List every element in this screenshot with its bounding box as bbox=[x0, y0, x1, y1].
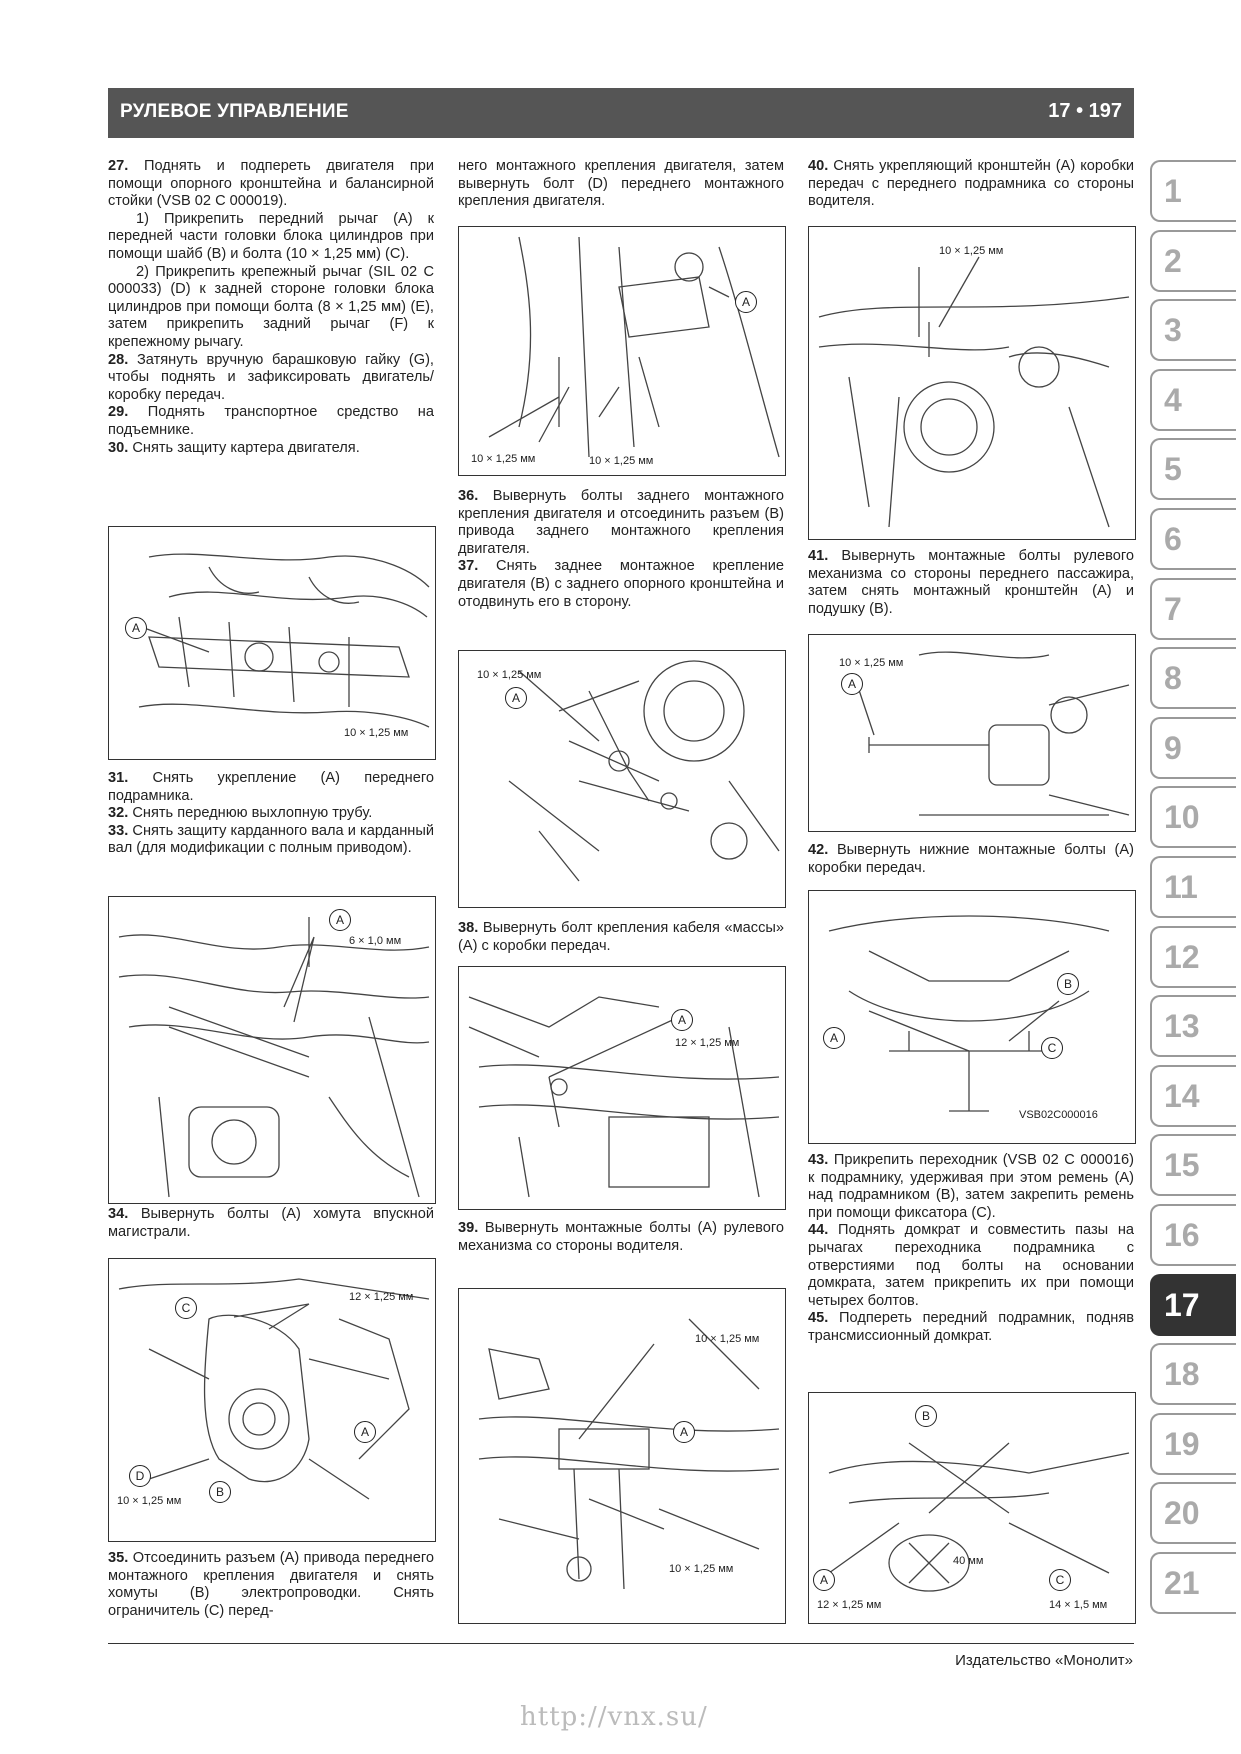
callout-a: A bbox=[329, 909, 351, 931]
front-engine-mount-illustration bbox=[459, 227, 785, 475]
chapter-tab-2[interactable]: 2 bbox=[1150, 230, 1236, 292]
transmission-brace-illustration bbox=[809, 227, 1135, 539]
figure-step-40 bbox=[808, 226, 1136, 540]
column-1 bbox=[108, 158, 434, 457]
step-32: 32. Снять переднюю выхлопную трубу. bbox=[108, 805, 373, 822]
step-34: 34. Вывернуть болты (A) хомута впускной магистрали. bbox=[108, 1206, 434, 1240]
chapter-tab-20[interactable]: 20 bbox=[1150, 1482, 1236, 1544]
step-40: 40. Снять укрепляющий кронштейн (A) коробки передач с переднего подрамника со стороны водителя. bbox=[808, 158, 1134, 210]
figure-step-33 bbox=[108, 896, 436, 1204]
step-39: 39. Вывернуть монтажные болты (A) рулевого механизма со стороны водителя. bbox=[458, 1220, 784, 1254]
chapter-tab-9[interactable]: 9 bbox=[1150, 717, 1236, 779]
figure-step-39 bbox=[458, 1288, 786, 1624]
chapter-tab-5[interactable]: 5 bbox=[1150, 438, 1236, 500]
dimension-label: 12 × 1,25 мм bbox=[675, 1037, 740, 1049]
step-36: 36. Вывернуть болты заднего монтажного крепления двигателя и отсоединить разъем (B) привода заднего монтажного крепления двигателя. bbox=[458, 488, 784, 557]
column-3 bbox=[808, 158, 1134, 211]
dimension-label: 10 × 1,25 мм bbox=[589, 455, 654, 467]
figure-code: VSB02C000016 bbox=[1019, 1109, 1098, 1121]
footer-divider bbox=[108, 1643, 1134, 1644]
callout-a: A bbox=[673, 1421, 695, 1443]
column-3d bbox=[808, 1152, 1134, 1346]
dimension-label: 12 × 1,25 мм bbox=[349, 1291, 414, 1303]
callout-b: B bbox=[209, 1481, 231, 1503]
dimension-label: 12 × 1,25 мм bbox=[817, 1599, 882, 1611]
dimension-label: 10 × 1,25 мм bbox=[344, 727, 409, 739]
chapter-tab-3[interactable]: 3 bbox=[1150, 299, 1236, 361]
chapter-tab-1[interactable]: 1 bbox=[1150, 160, 1236, 222]
callout-c: C bbox=[1041, 1037, 1063, 1059]
chapter-tab-18[interactable]: 18 bbox=[1150, 1343, 1236, 1405]
figure-step-38 bbox=[458, 966, 786, 1210]
chapter-tab-12[interactable]: 12 bbox=[1150, 926, 1236, 988]
callout-a: A bbox=[354, 1421, 376, 1443]
column-2d bbox=[458, 1220, 784, 1255]
subframe-support-illustration bbox=[809, 1393, 1135, 1623]
figure-step-41 bbox=[808, 634, 1136, 832]
step-35-cont: него монтажного крепления двигателя, затем вывернуть болт (D) переднего монтажного крепления двигателя. bbox=[458, 158, 784, 210]
chapter-tab-4[interactable]: 4 bbox=[1150, 369, 1236, 431]
figure-step-37 bbox=[458, 650, 786, 908]
step-27: 27. Поднять и подпереть двигателя при помощи опорного кронштейна и балансирной стойки (VSB 02 C 000019). bbox=[108, 158, 434, 210]
column-1d bbox=[108, 1550, 434, 1620]
callout-a: A bbox=[841, 673, 863, 695]
step-33: 33. Снять защиту карданного вала и карданный вал (для модификации с полным приводом). bbox=[108, 822, 434, 857]
dimension-label: 10 × 1,25 мм bbox=[471, 453, 536, 465]
step-27-2: 2) Прикрепить крепежный рычаг (SIL 02 C 000033) (D) к задней стороне головки блока цилиндров при помощи болта (8 × 1,25 мм) (E), затем прикрепить задний рычаг (F) к крепежному рычагу. bbox=[108, 263, 434, 350]
dimension-label: 14 × 1,5 мм bbox=[1049, 1599, 1108, 1611]
step-45: 45. Подпереть передний подрамник, подняв трансмиссионный домкрат. bbox=[808, 1310, 1134, 1344]
chapter-tab-6[interactable]: 6 bbox=[1150, 508, 1236, 570]
chapter-tab-17[interactable]: 17 bbox=[1150, 1274, 1236, 1336]
column-3b bbox=[808, 548, 1134, 618]
step-31: 31. Снять укрепление (A) переднего подрамника. bbox=[108, 770, 434, 804]
dimension-label: 10 × 1,25 мм bbox=[695, 1333, 760, 1345]
step-44: 44. Поднять домкрат и совместить пазы на рычагах переходника подрамника с отверстиями под болты на основании домкрата, затем прикрепить их при помощи четырех болтов. bbox=[808, 1222, 1134, 1309]
column-1c bbox=[108, 1206, 434, 1241]
column-2c bbox=[458, 920, 784, 955]
column-2 bbox=[458, 158, 784, 211]
callout-a: A bbox=[671, 1009, 693, 1031]
chapter-tab-8[interactable]: 8 bbox=[1150, 647, 1236, 709]
callout-a: A bbox=[125, 617, 147, 639]
step-27-1: 1) Прикрепить передний рычаг (A) к передней части головки блока цилиндров при помощи шайб (B) и болта (10 × 1,25 мм) (C). bbox=[108, 210, 434, 262]
callout-a: A bbox=[505, 687, 527, 709]
callout-d: D bbox=[129, 1465, 151, 1487]
page-number: 17 • 197 bbox=[1048, 100, 1122, 122]
chapter-tab-16[interactable]: 16 bbox=[1150, 1204, 1236, 1266]
chapter-tab-7[interactable]: 7 bbox=[1150, 578, 1236, 640]
column-3c bbox=[808, 842, 1134, 877]
callout-c: C bbox=[175, 1297, 197, 1319]
watermark-url: http://vnx.su/ bbox=[520, 1702, 708, 1732]
figure-step-42 bbox=[808, 890, 1136, 1144]
step-28: 28. Затянуть вручную барашковую гайку (G), чтобы поднять и зафиксировать двигатель/коробку передач. bbox=[108, 351, 434, 403]
chapter-tab-14[interactable]: 14 bbox=[1150, 1065, 1236, 1127]
ground-cable-illustration bbox=[459, 967, 785, 1209]
callout-a: A bbox=[823, 1027, 845, 1049]
step-30: 30. Снять защиту картера двигателя. bbox=[108, 439, 360, 456]
step-35: 35. Отсоединить разъем (A) привода переднего монтажного крепления двигателя и снять хомуты (B) электропроводки. Снять ограничитель (C) перед- bbox=[108, 1550, 434, 1619]
chapter-tab-21[interactable]: 21 bbox=[1150, 1552, 1236, 1614]
figure-step-45 bbox=[808, 1392, 1136, 1624]
page-header bbox=[108, 88, 1134, 138]
dimension-label: 10 × 1,25 мм bbox=[669, 1563, 734, 1575]
chapter-tab-13[interactable]: 13 bbox=[1150, 995, 1236, 1057]
dimension-label: 6 × 1,0 мм bbox=[349, 935, 402, 947]
column-1b bbox=[108, 770, 434, 858]
dimension-label: 10 × 1,25 мм bbox=[117, 1495, 182, 1507]
step-37: 37. Снять заднее монтажное крепление двигателя (B) с заднего опорного кронштейна и отодвинуть его в сторону. bbox=[458, 558, 784, 610]
dimension-label: 10 × 1,25 мм bbox=[477, 669, 542, 681]
callout-a: A bbox=[735, 291, 757, 313]
dimension-label: 40 мм bbox=[953, 1555, 984, 1567]
step-43: 43. Прикрепить переходник (VSB 02 C 000016) к подрамнику, удерживая при этом ремень (A) над подрамником (B), затем закрепить ремень при помощи фиксатора (C). bbox=[808, 1152, 1134, 1221]
column-2b bbox=[458, 488, 784, 611]
chapter-tab-15[interactable]: 15 bbox=[1150, 1134, 1236, 1196]
chapter-tab-11[interactable]: 11 bbox=[1150, 856, 1236, 918]
callout-b: B bbox=[915, 1405, 937, 1427]
step-29: 29. Поднять транспортное средство на подъемнике. bbox=[108, 404, 434, 438]
chapter-tab-19[interactable]: 19 bbox=[1150, 1413, 1236, 1475]
callout-b: B bbox=[1057, 973, 1079, 995]
engine-crankcase-illustration bbox=[109, 527, 435, 759]
step-42: 42. Вывернуть нижние монтажные болты (A) коробки передач. bbox=[808, 842, 1135, 876]
step-38: 38. Вывернуть болт крепления кабеля «массы» (A) с коробки передач. bbox=[458, 920, 784, 954]
publisher: Издательство «Монолит» bbox=[955, 1652, 1133, 1669]
callout-c: C bbox=[1049, 1569, 1071, 1591]
dimension-label: 10 × 1,25 мм bbox=[839, 657, 904, 669]
callout-a: A bbox=[813, 1569, 835, 1591]
subframe-adapter-illustration bbox=[809, 891, 1135, 1143]
step-41: 41. Вывернуть монтажные болты рулевого механизма со стороны переднего пассажира, затем снять монтажный кронштейн (A) и подушку (B). bbox=[808, 548, 1134, 617]
chapter-tab-10[interactable]: 10 bbox=[1150, 786, 1236, 848]
dimension-label: 10 × 1,25 мм bbox=[939, 245, 1004, 257]
figure-step-35 bbox=[458, 226, 786, 476]
section-title: РУЛЕВОЕ УПРАВЛЕНИЕ bbox=[120, 101, 349, 122]
figure-step-30 bbox=[108, 526, 436, 760]
figure-step-34 bbox=[108, 1258, 436, 1542]
